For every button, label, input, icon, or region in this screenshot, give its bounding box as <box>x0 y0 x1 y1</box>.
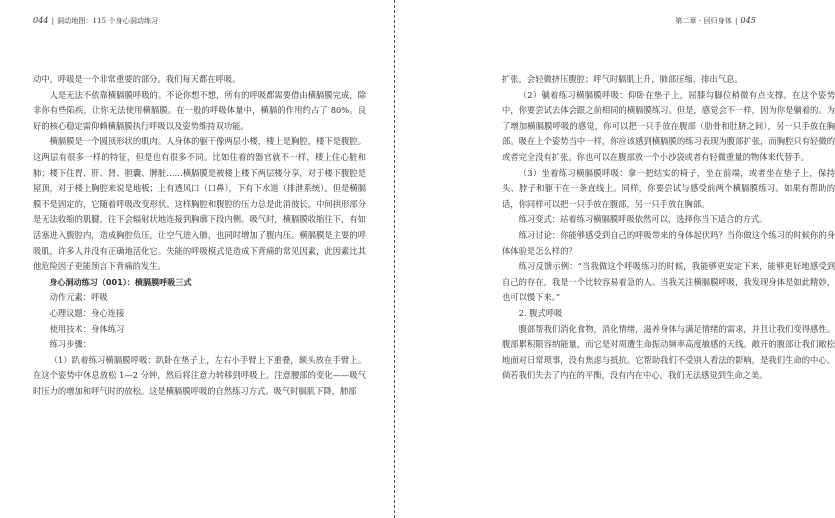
chapter-title: 第二章 · 回归身体 <box>675 17 732 25</box>
paragraph: 动中，呼吸是一个非常重要的部分。我们每天都在呼吸。 <box>33 74 241 84</box>
left-page-body <box>33 72 366 399</box>
paragraph: 腹部帮我们消化食物，消化情绪，滋养身体与满足情绪的需求，并且让我们变得感性。腹部累积限容纳能量，而它是对周遭生命振动频率高度敏感的天线。敞开的腹部让我们敞松地面对日常琐事，没有焦虑与抵抗。它帮助我们不受别人看法的影响，是我们生命的中心。倘若我们失去了内在的平衡，没有内在中心，我们无法感觉到生命之美。 <box>502 323 835 381</box>
right-page-number: 045 <box>740 16 756 25</box>
paragraph: 横膈膜是一个圆顶形状的肌肉。人身体的躯干像两层小楼，楼上是胸腔，楼下是腹腔。这两层有很多一样的特征，但是也有很多不同。比如住着的器官就不一样，楼上住心脏和肺；楼下住胃、肝、肾、胆囊、脾脏……横膈膜是被楼上楼下两层楼分享，对于楼下腹腔是屋顶，对于楼上胸腔来说是地板；上有透风口（口鼻），下有下水道（排泄系统）。但是横膈膜不是固定的，它随着呼吸改变形状。这样胸腔和腹腔的压力总是此消彼长。中间拱形部分是无法收缩的肌腱，往下会辐射状地连接到胸廓下段内侧。吸气时，横膈膜收缩往下，有如活塞进入腹腔内，造成胸腔负压，让空气进入肺，也同时增加了腹内压。横膈膜是主要的呼吸肌，许多人并没有正确地活化它。失能的呼吸模式是造成下背痛的常见因素，此因素比其他危险因子更能预言下背痛的发生。 <box>33 136 366 272</box>
header-separator: | <box>734 17 738 25</box>
paragraph: 练习步骤： <box>49 339 92 350</box>
paragraph: 人是无法不依靠横膈膜呼吸的。不论你想不想，所有的呼吸都需要借由横膈膜完成，除非你有些陷疾，让你无法使用横膈膜。在一般的呼吸体量中，横膈的作用约占了 80%。良好的核心稳定需仰赖横膈膜执行呼吸以及姿势维持双功能。 <box>33 89 366 131</box>
paragraph: （3）坐着练习横膈膜呼吸：拿一把结实的椅子，坐在前端，或者坐在垫子上，保持头、脖子和躯干在一条直线上。同样，你要尝试与感受前两个横膈膜练习。如果有帮助的话，你同样可以把一只手放在腹部，另一只手放在胸部。 <box>502 167 835 209</box>
paragraph: 心理议题：身心连接 <box>49 307 125 318</box>
right-page-header <box>675 16 756 26</box>
paragraph: 练习反馈示例：“当我做这个呼吸练习的时候，我能够更安定下来，能够更好地感受到自己的存在，我是一个比较容易着急的人。当我关注横膈膜呼吸，我发现身体是如此精妙，也可以慢下来。” <box>502 261 835 303</box>
left-page-number: 044 <box>33 16 49 25</box>
header-separator: | <box>51 17 55 25</box>
page-gutter-divider <box>394 0 395 518</box>
book-title: 洞动地图：115 个身心洞动练习 <box>57 17 159 25</box>
left-page-header <box>33 16 158 26</box>
paragraph: 使用技术：身体练习 <box>49 323 125 334</box>
paragraph: 练习讨论：你能够感受到自己的呼吸带来的身体起伏吗？当你做这个练习的时候你的身体体验是怎么样的？ <box>502 229 835 256</box>
right-page-body <box>502 72 835 384</box>
paragraph: （1）趴着练习横膈膜呼吸：趴卧在垫子上，左右小手臂上下重叠，额头放在手臂上。在这个姿势中休息放松 1—2 分钟，然后将注意力转移到呼吸上。注意腰部的变化——吸气时压力的增加和呼气时的放松。这是横膈膜呼吸的自然练习方式。吸气时膈肌下降，肺部 <box>33 354 366 396</box>
exercise-heading: 身心洞动练习（001）：横膈膜呼吸三式 <box>49 276 192 287</box>
section-heading: 2. 腹式呼吸 <box>518 307 563 318</box>
right-page <box>396 0 835 518</box>
paragraph: 动作元素：呼吸 <box>49 292 108 303</box>
left-page <box>0 0 394 518</box>
paragraph: 练习变式：站着练习横膈膜呼吸依然可以，选择你当下适合的方式。 <box>518 214 768 225</box>
paragraph: 扩张，会轻微挤压腹腔；呼气时膈肌上升，肺部压缩，排出气息。 <box>502 74 743 84</box>
paragraph: （2）躺着练习横膈膜呼吸：仰卧在垫子上，屈膝勾脚位稍微有点支撑。在这个姿势中，你要尝试去体会跟之前相同的横膈膜练习。但是，感觉会不一样，因为你是躺着的。为了增加横膈膜呼吸的感觉，你可以把一只手放在腹部（肋骨和肚脐之间），另一只手放在胸部。吸在上个姿势当中一样，你应该感到横膈膜的练习表现为腹部扩张，而胸腔只有轻微的或者完全没有扩张。你也可以在腹部放一个小沙袋或者有轻微重量的物体来代替手。 <box>502 89 835 162</box>
